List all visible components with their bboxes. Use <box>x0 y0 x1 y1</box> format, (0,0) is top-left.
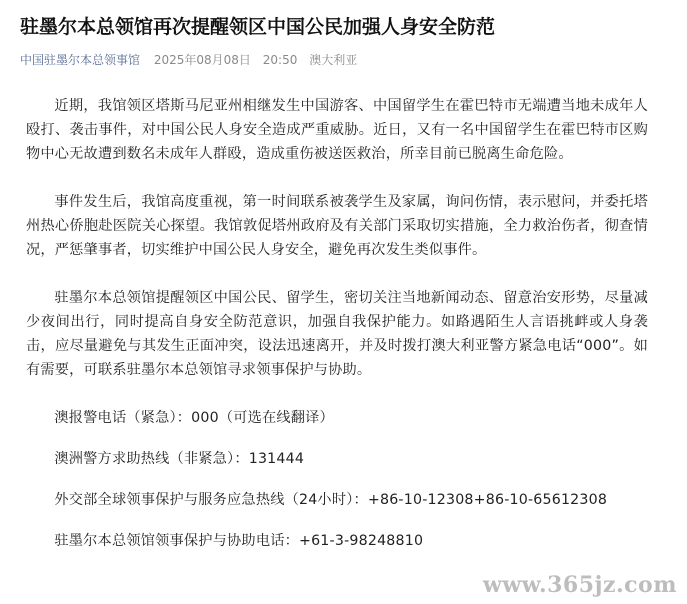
publish-location: 澳大利亚 <box>309 53 358 67</box>
publish-date: 2025年08月08日 <box>153 53 251 67</box>
watermark: www.365jz.com <box>482 572 677 598</box>
publish-time: 20:50 <box>262 53 298 67</box>
hotline-mfa-consular: 外交部全球领事保护与服务应急热线（24小时）：+86-10-12308+86-10-65612308 <box>54 492 608 508</box>
article-title: 驻墨尔本总领馆再次提醒领区中国公民加强人身安全防范 <box>20 16 496 38</box>
paragraph-response: 事件发生后，我馆高度重视，第一时间联系被袭学生及家属，询问伤情，表示慰问，并委托塔州热心侨胞赴医院关心探望。我馆敦促塔州政府及有关部门采取切实措施，全力救治伤者，彻查情况，严惩肇事者，切实维护中国公民人身安全，避免再次发生类似事件。 <box>26 194 648 258</box>
article <box>20 12 648 570</box>
hotline-emergency: 澳报警电话（紧急）：000（可选在线翻译） <box>54 410 334 426</box>
hotline-police-non-emergency: 澳洲警方求助热线（非紧急）：131444 <box>54 451 305 467</box>
hotline-consulate: 驻墨尔本总领馆领事保护与协助电话：+61-3-98248810 <box>54 533 424 549</box>
paragraph-reminder: 驻墨尔本总领馆提醒领区中国公民、留学生，密切关注当地新闻动态、留意治安形势，尽量减少夜间出行，同时提高自身安全防范意识，加强自我保护能力。如路遇陌生人言语挑衅或人身袭击，应尽量避免与其发生正面冲突，设法迅速离开，并及时拨打澳大利亚警方紧急电话“000”。如有需要，可联系驻墨尔本总领馆寻求领事保护与协助。 <box>26 290 648 378</box>
paragraph-incident: 近期，我馆领区塔斯马尼亚州相继发生中国游客、中国留学生在霍巴特市无端遭当地未成年人殴打、袭击事件，对中国公民人身安全造成严重威胁。近日，又有一名中国留学生在霍巴特市区购物中心无故遭到数名未成年人群殴，造成重伤被送医救治，所幸目前已脱离生命危险。 <box>26 98 648 162</box>
article-meta <box>20 50 648 70</box>
account-name-link[interactable]: 中国驻墨尔本总领事馆 <box>20 53 141 67</box>
article-body <box>20 94 648 553</box>
